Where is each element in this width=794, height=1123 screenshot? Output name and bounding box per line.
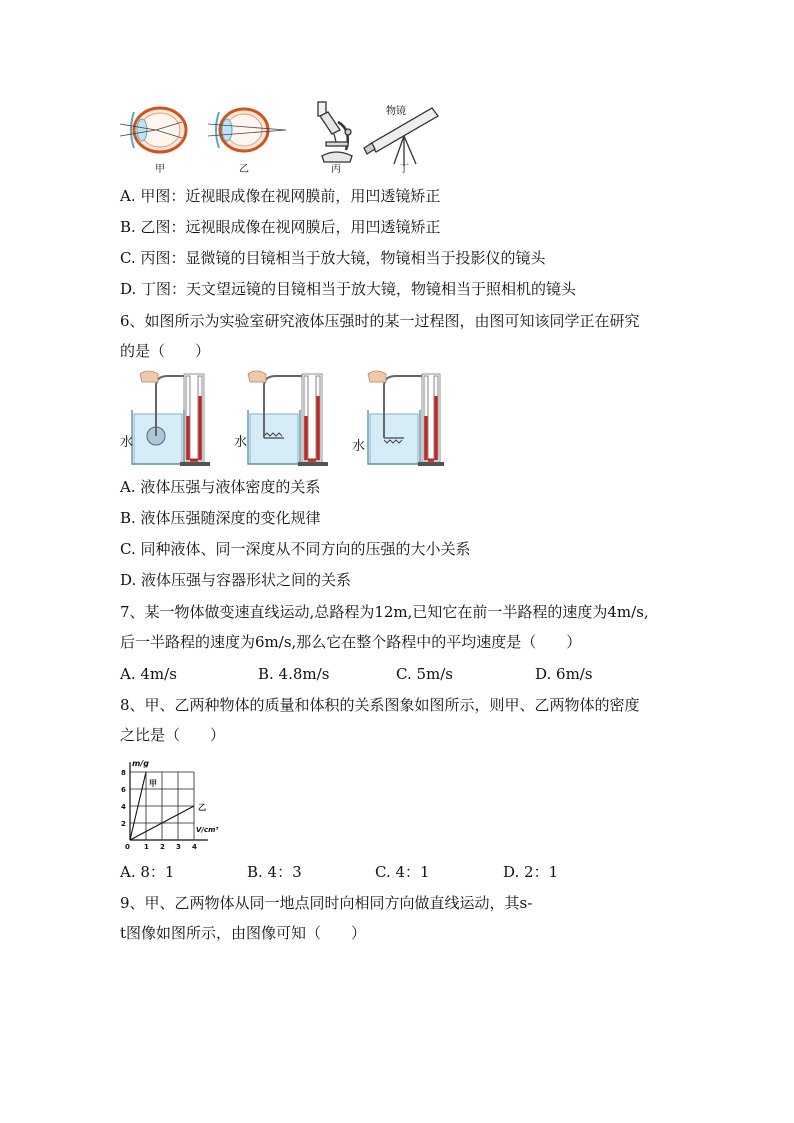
q8-option-a: A. 8：1 bbox=[120, 863, 175, 881]
q6-stem-line2: 的是（ ） bbox=[120, 342, 211, 360]
chart-x-tick-label: 3 bbox=[176, 843, 181, 850]
q8-option-c: C. 4：1 bbox=[375, 863, 430, 881]
chart-ylabel: m/g bbox=[132, 759, 149, 768]
water-label-2: 水 bbox=[234, 435, 248, 450]
q6-option-d: D. 液体压强与容器形状之间的关系 bbox=[120, 571, 352, 589]
hyperopia-eye-diagram bbox=[208, 109, 286, 151]
mass-volume-chart bbox=[116, 756, 228, 850]
chart-y-tick-label: 4 bbox=[121, 803, 126, 811]
q9-stem-line1: 9、甲、乙两物体从同一地点同时向相同方向做直线运动，其s- bbox=[120, 894, 533, 912]
chart-y-tick-label: 8 bbox=[121, 769, 126, 777]
water-label-3: 水 bbox=[352, 439, 366, 454]
telescope-objective-label: 物镜 bbox=[386, 106, 406, 117]
chart-series-label: 甲 bbox=[149, 779, 157, 788]
chart-x-tick-label: 0 bbox=[125, 843, 130, 850]
q5-option-b: B. 乙图：远视眼成像在视网膜后，用凹透镜矫正 bbox=[120, 218, 441, 236]
q8-option-d: D. 2：1 bbox=[503, 863, 559, 881]
q6-option-b: B. 液体压强随深度的变化规律 bbox=[120, 509, 321, 527]
pressure-apparatus-3 bbox=[368, 371, 444, 466]
figure-label-jia: 甲 bbox=[155, 164, 165, 174]
q7-option-d: D. 6m/s bbox=[535, 665, 593, 683]
chart-x-tick-label: 2 bbox=[160, 843, 165, 850]
chart-x-tick-label: 1 bbox=[144, 843, 149, 850]
q5-option-c: C. 丙图：显微镜的目镜相当于放大镜，物镜相当于投影仪的镜头 bbox=[120, 249, 546, 267]
chart-xlabel: V/cm³ bbox=[196, 826, 219, 834]
q7-option-b: B. 4.8m/s bbox=[258, 665, 330, 683]
chart-y-tick-label: 2 bbox=[121, 820, 126, 828]
q6-option-c: C. 同种液体、同一深度从不同方向的压强的大小关系 bbox=[120, 540, 471, 558]
figure-label-bing: 丙 bbox=[331, 164, 341, 174]
myopia-eye-diagram bbox=[120, 108, 186, 152]
microscope-illustration bbox=[318, 102, 352, 162]
chart-series-label: 乙 bbox=[198, 803, 206, 812]
q7-stem-line1: 7、某一物体做变速直线运动,总路程为12m,已知它在前一半路程的速度为4m/s, bbox=[120, 603, 649, 621]
figure-label-ding: 丁 bbox=[399, 164, 409, 174]
figure-label-yi: 乙 bbox=[239, 164, 249, 174]
q8-stem-line2: 之比是（ ） bbox=[120, 726, 226, 744]
chart-y-tick-label: 6 bbox=[121, 786, 126, 794]
pressure-apparatus-2 bbox=[248, 371, 328, 466]
q9-stem-line2: t图像如图所示，由图像可知（ ） bbox=[120, 924, 367, 942]
q5-option-d: D. 丁图：天文望远镜的目镜相当于放大镜，物镜相当于照相机的镜头 bbox=[120, 280, 577, 298]
chart-x-tick-label: 4 bbox=[192, 843, 197, 850]
pressure-apparatus-1 bbox=[132, 371, 210, 466]
q6-option-a: A. 液体压强与液体密度的关系 bbox=[120, 478, 321, 496]
q5-figure bbox=[120, 100, 444, 174]
q7-option-c: C. 5m/s bbox=[396, 665, 453, 683]
q6-pressure-experiment-figure bbox=[118, 366, 444, 468]
q5-option-a: A. 甲图：近视眼成像在视网膜前，用凹透镜矫正 bbox=[120, 187, 441, 205]
q7-stem-line2: 后一半路程的速度为6m/s,那么它在整个路程中的平均速度是（ ） bbox=[120, 633, 582, 651]
q8-stem-line1: 8、甲、乙两种物体的质量和体积的关系图象如图所示，则甲、乙两物体的密度 bbox=[120, 696, 640, 714]
q8-option-b: B. 4：3 bbox=[247, 863, 302, 881]
q7-option-a: A. 4m/s bbox=[120, 665, 177, 683]
q6-stem-line1: 6、如图所示为实验室研究液体压强时的某一过程图，由图可知该同学正在研究 bbox=[120, 312, 640, 330]
water-label-1: 水 bbox=[120, 435, 134, 450]
